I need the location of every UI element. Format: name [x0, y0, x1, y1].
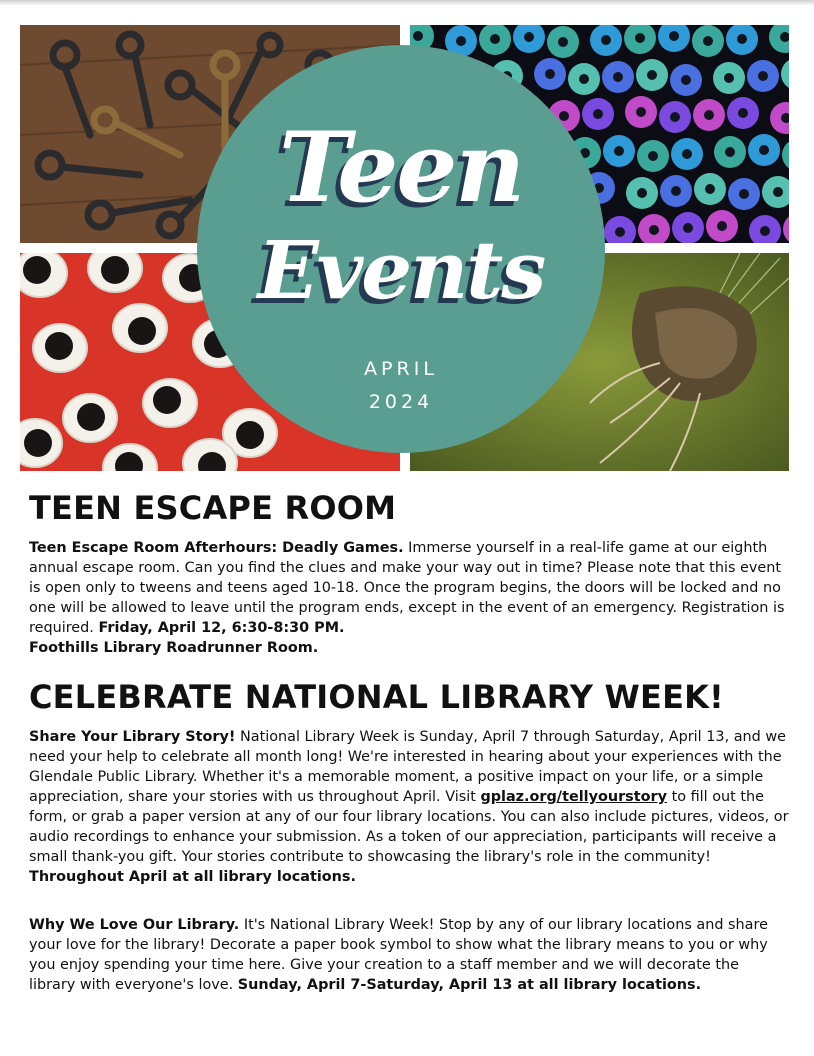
library-story-when-where: Throughout April at all library locations. [29, 869, 356, 885]
escape-room-where: Foothills Library Roadrunner Room. [29, 640, 319, 656]
escape-room-heading: TEEN ESCAPE ROOM [29, 489, 397, 527]
escape-room-body: Immerse yourself in a real-life game at our eighth annual escape room. Can you find the clues and make your way out in time? Please note that this event is open only to tweens and teens aged 10-18. Once the program begins, the doors will be locked and no one will be allowed to leave until the program ends, except in the event of an emergency. Registration is required. [29, 540, 785, 636]
library-story-body-part1: National Library Week is Sunday, April 7 through Saturday, April 13, and we need your help to celebrate all month long! We're interested in hearing about your experiences with the Glendale Public Library. Whether it's a memorable moment, a positive impact on your life, or a simple appreciation, share your stories with us throughout April. Visit [29, 729, 786, 805]
why-we-love-when-where: Sunday, April 7-Saturday, April 13 at all library locations. [237, 977, 702, 993]
library-story-paragraph [29, 727, 789, 887]
why-we-love-lead: Why We Love Our Library. [29, 917, 240, 933]
badge-year: 2024 [368, 391, 434, 413]
escape-room-paragraph [29, 538, 789, 658]
why-we-love-body: It's National Library Week! Stop by any of our library locations and share your love for the library! Decorate a paper book symbol to show what the library means to you or why you enjoy spending your time here. Give your creation to a staff member and we will decorate the library with everyone's love. [29, 917, 768, 993]
why-we-love-paragraph [29, 915, 789, 995]
escape-room-lead: Teen Escape Room Afterhours: Deadly Games. [29, 540, 404, 556]
top-edge [0, 0, 814, 6]
escape-room-when: Friday, April 12, 6:30-8:30 PM. [98, 620, 345, 636]
library-story-body-part2: to fill out the form, or grab a paper version at any of our four library locations. You can also include pictures, videos, or audio recordings to enhance your submission. As a token of our appreciation, participants will receive a small thank-you gift. Your stories contribute to showcasing the library's role in the community! [29, 789, 789, 865]
badge-title-line2: Events [257, 223, 545, 317]
badge-title-line1: Teen [278, 111, 524, 224]
tell-your-story-link[interactable]: gplaz.org/tellyourstory [480, 789, 667, 805]
library-week-heading: CELEBRATE NATIONAL LIBRARY WEEK! [29, 678, 724, 716]
teen-events-badge [197, 45, 605, 453]
library-story-lead: Share Your Library Story! [29, 729, 236, 745]
badge-month: APRIL [364, 358, 438, 380]
